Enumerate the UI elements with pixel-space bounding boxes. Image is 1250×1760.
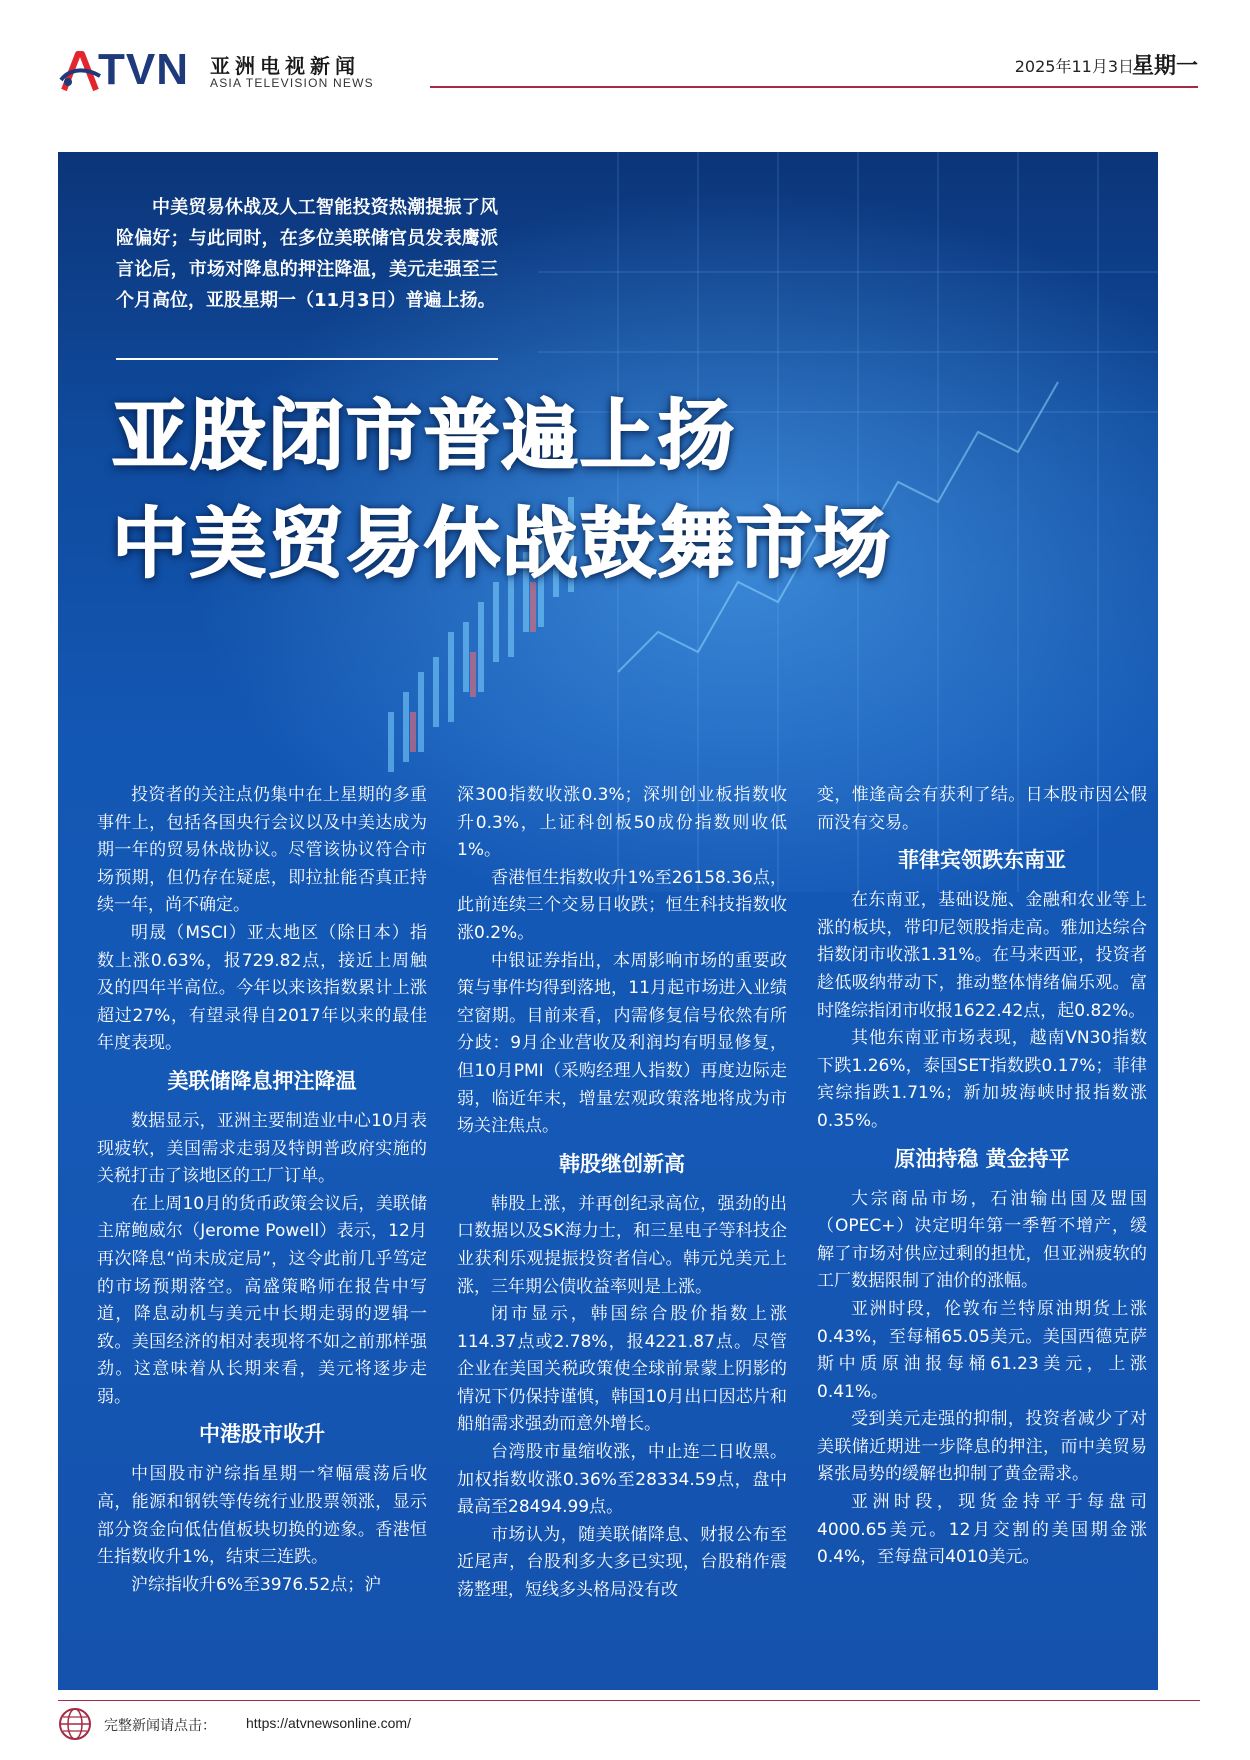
- lead-paragraph: 中美贸易休战及人工智能投资热潮提振了风险偏好；与此同时，在多位美联储官员发表鹰派言论后，市场对降息的押注降温，美元走强至三个月高位，亚股星期一（11月3日）普遍上扬。: [116, 197, 498, 311]
- paragraph: 亚洲时段，现货金持平于每盘司4000.65美元。12月交割的美国期金涨0.4%，至每盘司4010美元。: [817, 1492, 1147, 1568]
- lead-divider: [116, 358, 498, 360]
- paragraph: 中国股市沪综指星期一窄幅震荡后收高，能源和钢铁等传统行业股票领涨，显示部分资金向低估值板块切换的迹象。香港恒生指数收升1%，结束三连跌。: [97, 1464, 427, 1568]
- paragraph: 台湾股市量缩收涨，中止连二日收黑。加权指数收涨0.36%至28334.59点，盘中最高至28494.99点。: [457, 1442, 787, 1518]
- article-column-3: [817, 782, 1147, 1572]
- masthead: [58, 44, 1198, 94]
- brand-name-cn: 亚洲电视新闻: [210, 54, 360, 78]
- issue-weekday: 星期一: [1131, 54, 1198, 79]
- footer-rule: [58, 1700, 1200, 1701]
- issue-date: 2025年11月3日: [1014, 57, 1134, 76]
- section-heading: 韩股继创新高: [559, 1151, 685, 1176]
- paragraph: 投资者的关注点仍集中在上星期的多重事件上，包括各国央行会议以及中美达成为期一年的贸易休战协议。尽管该协议符合市场预期，但仍存在疑虑，即拉扯能否真正持续一年，尚不确定。: [97, 785, 427, 916]
- footer-link[interactable]: https://atvnewsonline.com/: [246, 1715, 411, 1731]
- headline-line-2: 中美贸易休战鼓舞市场: [112, 499, 892, 588]
- paragraph: 市场认为，随美联储降息、财报公布至近尾声，台股利多大多已实现，台股稍作震荡整理，短线多头格局没有改: [457, 1524, 787, 1601]
- footer-label: 完整新闻请点击：: [104, 1718, 216, 1734]
- paragraph: 变，惟逢高会有获利了结。日本股市因公假而没有交易。: [817, 785, 1147, 833]
- brand-name-en: ASIA TELEVISION NEWS: [210, 76, 374, 90]
- headline-line-1: 亚股闭市普遍上扬: [112, 391, 736, 480]
- paragraph: 在东南亚，基础设施、金融和农业等上涨的板块，带印尼领股指走高。雅加达综合指数闭市收涨1.31%。在马来西亚，投资者趁低吸纳带动下，推动整体情绪偏乐观。富时隆综指闭市收报1622.42点，起0.82%。: [817, 890, 1147, 1021]
- atvn-logo-icon[interactable]: [58, 45, 193, 94]
- header-rule: [430, 86, 1198, 88]
- paragraph: 闭市显示，韩国综合股价指数上涨114.37点或2.78%，报4221.87点。尽管企业在美国关税政策使全球前景蒙上阴影的情况下仍保持谨慎，韩国10月出口因芯片和船舶需求强劲而意外增长。: [457, 1304, 787, 1435]
- paragraph: 香港恒生指数收升1%至26158.36点，此前连续三个交易日收跌；恒生科技指数收涨0.2%。: [457, 867, 787, 943]
- article-column-2: [457, 782, 787, 1605]
- paragraph: 数据显示，亚洲主要制造业中心10月表现疲软，美国需求走弱及特朗普政府实施的关税打击了该地区的工厂订单。: [97, 1110, 427, 1187]
- paragraph: 其他东南亚市场表现，越南VN30指数下跌1.26%，泰国SET指数跌0.17%；菲律宾综指跌1.71%；新加坡海峡时报指数涨0.35%。: [817, 1028, 1147, 1131]
- section-heading: 原油持稳 黄金持平: [894, 1146, 1070, 1171]
- paragraph: 受到美元走强的抑制，投资者减少了对美联储近期进一步降息的押注，而中美贸易紧张局势的缓解也抑制了黄金需求。: [817, 1409, 1147, 1485]
- section-heading: 中港股市收升: [199, 1422, 325, 1447]
- paragraph: 明晟（MSCI）亚太地区（除日本）指数上涨0.63%，报729.82点，接近上周触及的四年半高位。今年以来该指数累计上涨超过27%，有望录得自2017年以来的最佳年度表现。: [97, 922, 427, 1054]
- main-headline: [112, 382, 1142, 598]
- paragraph: 中银证券指出，本周影响市场的重要政策与事件均得到落地，11月起市场进入业绩空窗期。目前来看，内需修复信号依然有所分歧：9月企业营收及利润均有明显修复，但10月PMI（采购经理人指数）再度边际走弱，临近年末，增量宏观政策落地将成为市场关注焦点。: [457, 950, 787, 1137]
- article-column-1: [97, 782, 427, 1599]
- article-panel: [58, 152, 1158, 1690]
- paragraph: 在上周10月的货币政策会议后，美联储主席鲍威尔（Jerome Powell）表示，12月再次降息“尚未成定局”，这令此前几乎笃定的市场预期落空。高盛策略师在报告中写道，降息动机与美元中长期走弱的逻辑一致。美国经济的相对表现将不如之前那样强劲。这意味着从长期来看，美元将逐步走弱。: [97, 1193, 427, 1407]
- paragraph: 大宗商品市场，石油输出国及盟国（OPEC+）决定明年第一季暂不增产，缓解了市场对供应过剩的担忧，但亚洲疲软的工厂数据限制了油价的涨幅。: [817, 1188, 1147, 1292]
- section-heading: 美联储降息押注降温: [167, 1068, 357, 1093]
- paragraph: 韩股上涨，并再创纪录高位，强劲的出口数据以及SK海力士，和三星电子等科技企业获利乐观提振投资者信心。韩元兑美元上涨，三年期公债收益率则是上涨。: [457, 1193, 787, 1297]
- paragraph: 亚洲时段，伦敦布兰特原油期货上涨0.43%，至每桶65.05美元。美国西德克萨斯中质原油报每桶61.23美元，上涨0.41%。: [817, 1298, 1147, 1402]
- logo-text: TVN: [98, 45, 189, 94]
- paragraph: 深300指数收涨0.3%；深圳创业板指数收升0.3%，上证科创板50成份指数则收低1%。: [457, 785, 787, 861]
- paragraph: 沪综指收升6%至3976.52点；沪: [131, 1574, 382, 1595]
- section-heading: 菲律宾领跌东南亚: [898, 848, 1066, 873]
- globe-icon: [58, 1707, 92, 1741]
